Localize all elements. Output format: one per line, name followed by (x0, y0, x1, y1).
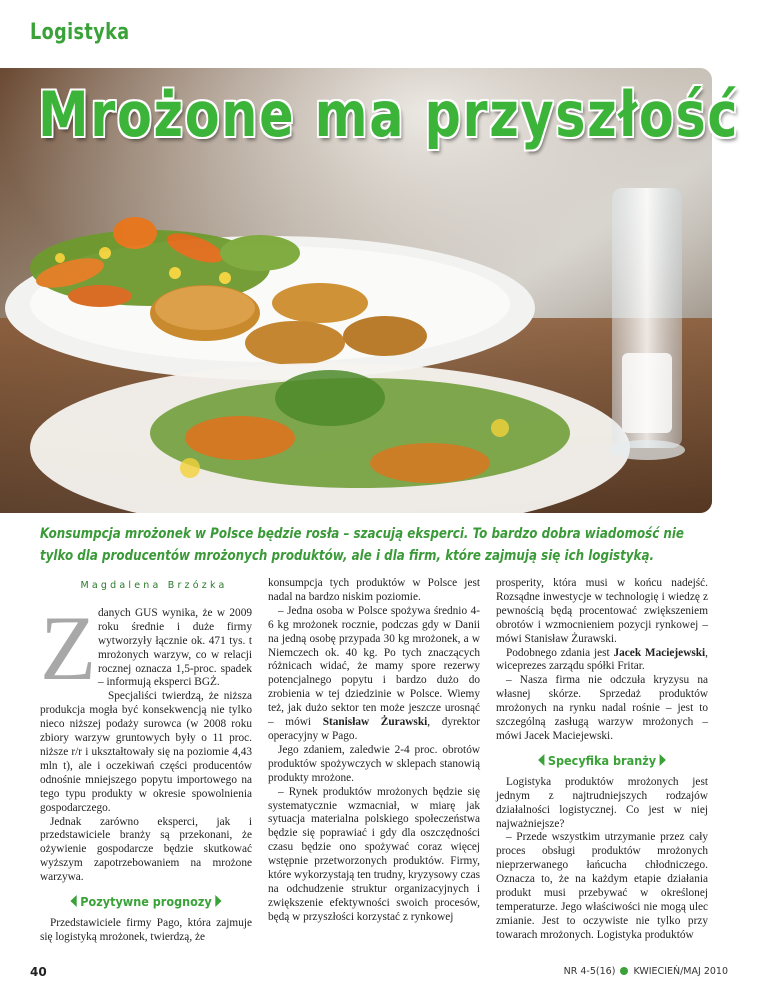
paragraph: Specjaliści twierdzą, że niższa produkcja mogła być konsekwencją nie tylko nieco niższej podaży surowca (w 2008 roku zbiory warzyw gruntowych były o 11 proc. niższe r/r i ukształtowały się na poziomie 4,43 mln t), ale i oczekiwań części producentów odnośnie mniejszego popytu importowego na tego typu produkty w okresie spowolnienia gospodarczego. (40, 690, 252, 814)
dot-icon (620, 967, 628, 975)
arrow-left-icon (70, 895, 76, 907)
subheading: Specyfika branży (507, 754, 698, 768)
paragraph: – Rynek produktów mrożonych będzie się systematycznie wzmacniał, w miarę jak sytuacja materialna polskiego społeczeństwa będzie się poprawiać i gdy dla oszczędności czasu będzie ono spożywać coraz więcej wstępnie przetworzonych produktów. Firmy, które wykorzystają ten trudny, kryzysowy czas na odchudzenie struktur organizacyjnych i zwiększenie efektywności swoich procesów, będą w przyszłości korzystać z rynkowej (268, 785, 480, 923)
paragraph: – Nasza firma nie odczuła kryzysu na własnej skórze. Sprzedaż produktów mrożonych na rynku nadal rośnie – jest to szczególną zasługą warzyw mrożonych – mówi Jacek Maciejewski. (496, 674, 708, 742)
page-number: 40 (30, 965, 47, 979)
subheading: Pozytywne prognozy (51, 895, 242, 909)
paragraph: Logistyka produktów mrożonych jest jednym z najtrudniejszych rodzajów działalności logistycznej. Co jest w niej najważniejsze? (496, 775, 708, 830)
person-name: Stanisław Żurawski (322, 716, 428, 729)
paragraph: danych GUS wynika, że w 2009 roku średnie i duże firmy wytworzyły łącznie ok. 471 tys. t mrożonych warzyw, co w relacji rocznej oznacza 1,5-proc. spadek – informują eksperci BGŻ. (98, 606, 252, 689)
paragraph: Przedstawiciele firmy Pago, która zajmuje się logistyką mrożonek, twierdzą, że (40, 916, 252, 943)
headline: Mrożone ma przyszłość (38, 78, 740, 151)
dropcap: Z (40, 596, 97, 699)
paragraph: prosperity, która musi w końcu nadejść. Rozsądne inwestycje w technologię i wiedzę z pewnością będą procentować zwiększeniem obrotów i wzmocnieniem pozycji rynkowej – mówi Stanisław Żurawski. (496, 577, 708, 645)
section-label: Logistyka (30, 20, 130, 45)
paragraph: konsumpcja tych produktów w Polsce jest nadal na bardzo niskim poziomie. (268, 577, 480, 603)
paragraph: Jego zdaniem, zaledwie 2-4 proc. obrotów produktów spożywczych w sklepach stanowią produkty mrożone. (268, 743, 480, 784)
column-2 (268, 577, 480, 925)
column-1 (40, 579, 252, 945)
paragraph: Podobnego zdania jest Jacek Maciejewski, wiceprezes zarządu spółki Fritar. (496, 646, 708, 673)
author-byline: Magdalena Brzózka (80, 580, 228, 591)
arrow-right-icon (215, 895, 221, 907)
issue-info: NR 4-5(16) KWIECIEŃ/MAJ 2010 (563, 966, 728, 977)
paragraph: Jednak zarówno eksperci, jak i przedstawiciele branży są przekonani, że ożywienie gospodarcze będzie skutkować wyższym zapotrzebowaniem na mrożone warzywa. (40, 815, 252, 884)
arrow-right-icon (660, 754, 666, 766)
lead-paragraph: Konsumpcja mrożonek w Polsce będzie rosła – szacują eksperci. To bardzo dobra wiadomość nie tylko dla producentów mrożonych produktów, ale i dla firm, które zajmują się ich logistyką. (40, 526, 684, 564)
paragraph: – Jedna osoba w Polsce spożywa średnio 4-6 kg mrożonek rocznie, podczas gdy w Danii na jedną osobę przypada 30 kg mrożonek, a w Niemczech ok. 40 kg. Po tych znaczących różnicach widać, że mamy spore rezerwy potencjalnego popytu i bardzo dużo do zrobienia w tej dziedzinie w Polsce. Wiemy też, jak dużo sektor ten może jeszcze urosnąć – mówi Stanisław Żurawski, dyrektor operacyjny w Pago. (268, 604, 480, 742)
paragraph: – Przede wszystkim utrzymanie przez cały proces obsługi produktów mrożonych nieprzerwanego łańcucha chłodniczego. Oznacza to, że na każdym etapie działania produkt musi przebywać w określonej temperaturze. Jego właściwości nie mogą ulec zmianie. Jest to oczywiste nie tylko przy towarach mrożonych. Logistyka produktów (496, 831, 708, 941)
arrow-left-icon (538, 754, 544, 766)
person-name: Jacek Maciejewski (613, 646, 706, 659)
column-3 (496, 577, 708, 943)
